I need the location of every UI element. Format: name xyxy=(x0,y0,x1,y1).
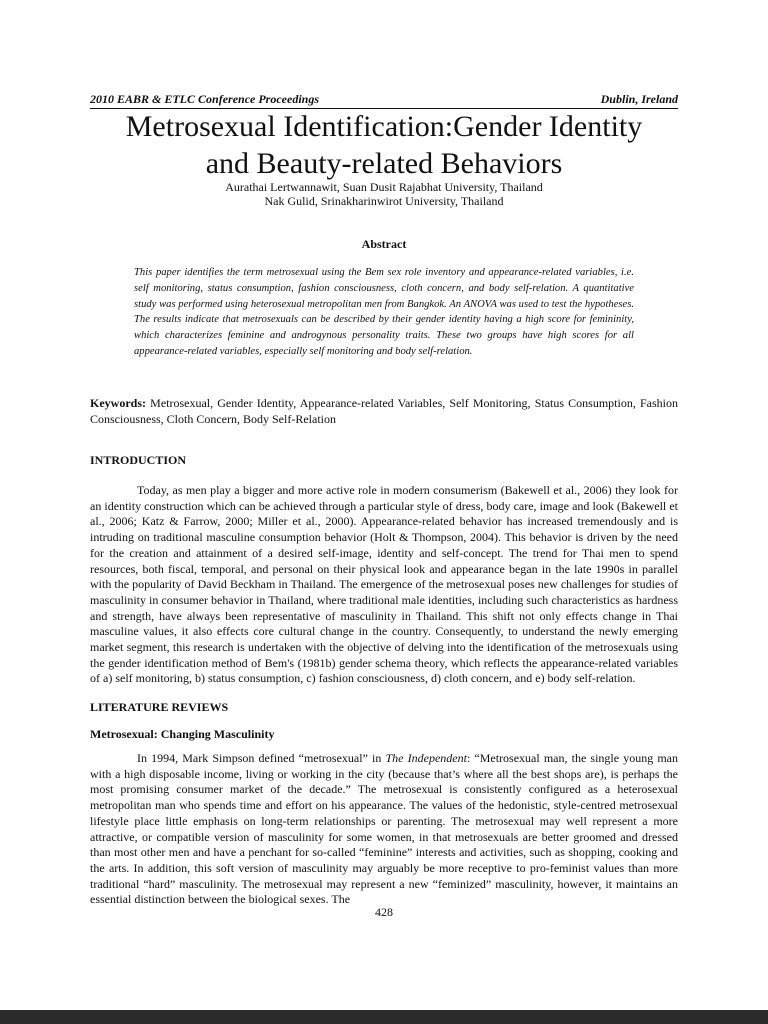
running-header xyxy=(90,89,678,109)
literature-text-after: : “Metrosexual man, the single young man with a high disposable income, living or working in the city (because that’s where all the best shops are), is perhaps the most promising consumer market of the decade.” The metrosexual is consistently configured as a heterosexual metropolitan man who spends time and effort on his appearance. The values of the hedonistic, style-centred metrosexual lifestyle place little emphasis on long-term relationships or parenting. The metrosexual may well represent a more attractive, or compatible version of masculinity for some women, in that metrosexuals are better groomed and dressed than most other men and have a penchant for so-called “feminine” interests and activities, such as shopping, cooking and the arts. In addition, this soft version of masculinity may arguably be more receptive to pro-feminist values than more traditional “hard” masculinity. The metrosexual may represent a new “feminized” masculinity, however, it maintains an essential distinction between the biological sexes. The xyxy=(90,751,678,907)
abstract-heading: Abstract xyxy=(361,237,407,251)
keywords-text: Metrosexual, Gender Identity, Appearance-related Variables, Self Monitoring, Status Consumption, Fashion Consciousness, Cloth Concern, Body Self-Relation xyxy=(90,396,678,426)
paper-title xyxy=(60,108,708,182)
keywords-label: Keywords: xyxy=(90,396,146,410)
title-line-2: and Beauty-related Behaviors xyxy=(205,147,563,180)
viewer-background xyxy=(0,1010,768,1024)
literature-paragraph xyxy=(90,751,678,908)
introduction-heading: INTRODUCTION xyxy=(90,453,187,467)
keywords xyxy=(90,396,678,427)
page-number: 428 xyxy=(375,905,393,919)
author-2: Nak Gulid, Srinakharinwirot University, Thailand xyxy=(264,194,504,208)
literature-heading: LITERATURE REVIEWS xyxy=(90,700,229,714)
header-location: Dublin, Ireland xyxy=(600,92,678,106)
literature-text-before: In 1994, Mark Simpson defined “metrosexual” in xyxy=(137,751,386,765)
header-conference: 2010 EABR & ETLC Conference Proceedings xyxy=(90,92,319,106)
introduction-paragraph: Today, as men play a bigger and more active role in modern consumerism (Bakewell et al., 2006) they look for an identity construction which can be achieved through a particular style of dress, body care, image and look (Bakewell et al., 2006; Katz & Farrow, 2000; Miller et al., 2000). Appearance-related behavior has increased tremendously and is intruding on traditional masculine consumption behavior (Holt & Thompson, 2004). This behavior is driven by the need for the creation and attainment of a desired self-image, identity and self-concept. The trend for Thai men to spend resources, both fiscal, temporal, and personal on their physical look and appearance began in the late 1990s in parallel with the popularity of David Beckham in Thailand. The emergence of the metrosexual poses new challenges for studies of masculinity in consumer behavior in Thailand, where traditional male identities, including such characteristics as hardness and strength, have always been representative of masculinity in Thailand. This shift not only effects change in Thai masculine values, it also effects core cultural change in the country. Consequently, to understand the newly emerging market segment, this research is undertaken with the objective of delving into the identification of the metrosexuals using the gender identification method of Bem's (1981b) gender schema theory, which reflects the appearance-related variables of a) self monitoring, b) status consumption, c) fashion consciousness, d) cloth concern, and e) body self-relation. xyxy=(90,483,678,686)
title-line-1: Metrosexual Identification:Gender Identity xyxy=(125,110,643,143)
author-list xyxy=(90,180,678,208)
author-1: Aurathai Lertwannawit, Suan Dusit Rajabhat University, Thailand xyxy=(225,180,543,194)
journal-name: The Independent xyxy=(385,751,467,765)
literature-subheading: Metrosexual: Changing Masculinity xyxy=(90,727,275,741)
abstract-text: This paper identifies the term metrosexual using the Bem sex role inventory and appearance-related variables, i.e. self monitoring, status consumption, fashion consciousness, cloth concern, and body self-relation. A quantitative study was performed using heterosexual metropolitan men from Bangkok. An ANOVA was used to test the hypotheses. The results indicate that metrosexuals can be described by their gender identity having a high score for femininity, which characterizes feminine and androgynous personality traits. These two groups have high scores for all appearance-related variables, especially self monitoring and body self-relation. xyxy=(134,267,634,357)
